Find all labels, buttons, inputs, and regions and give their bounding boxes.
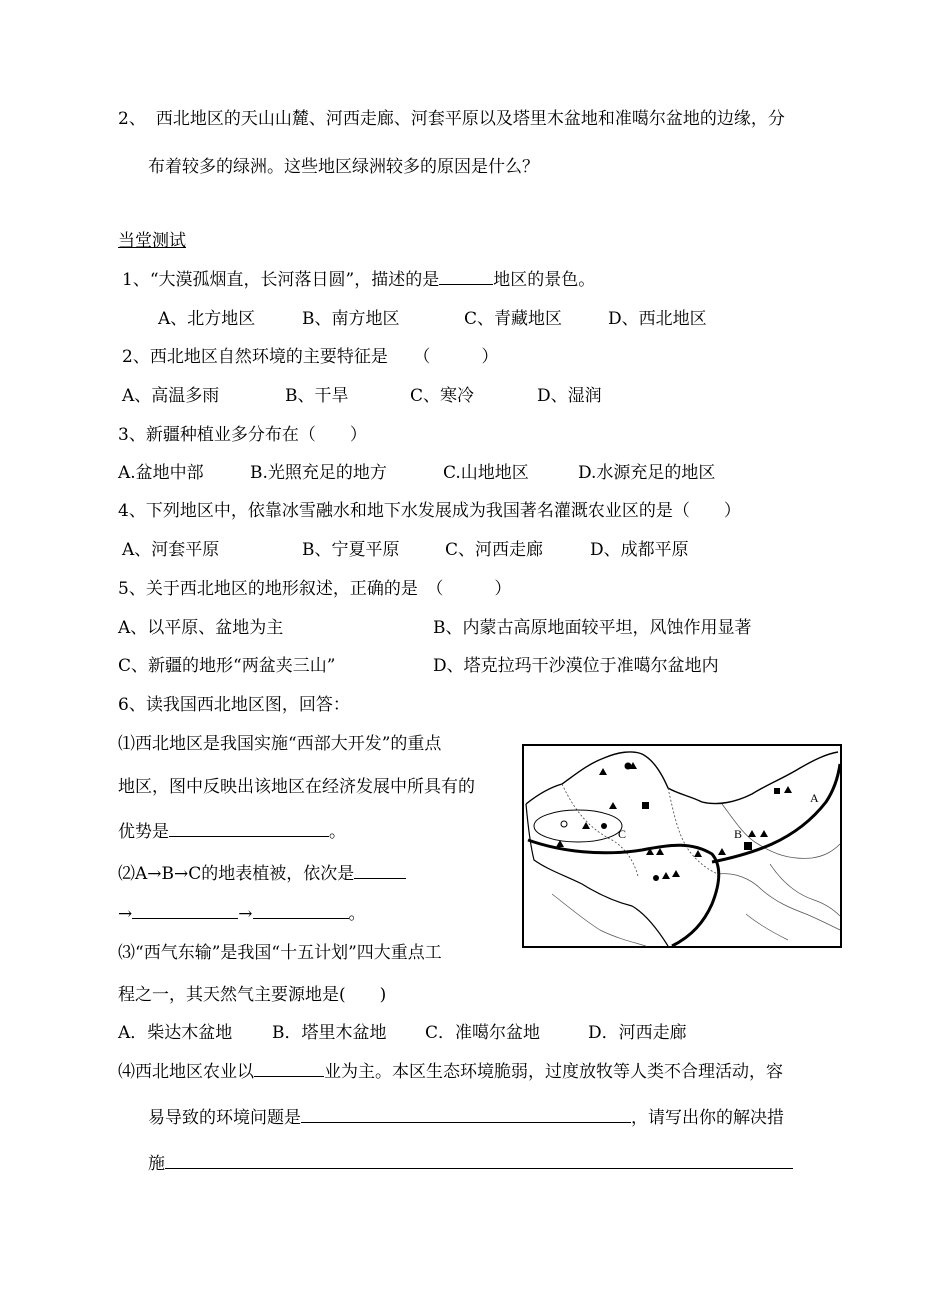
t2-option-d[interactable]: D、湿润 [537,386,602,406]
t3-option-b[interactable]: B.光照充足的地方 [250,463,387,483]
q2-text-1: 西北地区的天山山麓、河西走廊、河套平原以及塔里木盆地和准噶尔盆地的边缘，分 [155,109,785,129]
t6-part4-text: 业为主。本区生态环境脆弱，过度放牧等人类不合理活动，容 [324,1062,783,1082]
t4-option-a[interactable]: A、河套平原 [122,540,220,560]
t6-part3-line2: 程之一，其天然气主要源地是( ) [118,985,387,1005]
t6-part2-label: ⑵A→B→C的地表植被，依次是 [118,864,355,884]
t6-part4-blank-c[interactable] [165,1152,793,1169]
t6-part3-line1: ⑶“西气东输”是我国“十五计划”四大重点工 [118,943,442,963]
t6-part4-text2: ，请写出你的解决措 [631,1108,784,1128]
circle-icon [653,875,659,881]
t6-part4-label3: 施 [148,1154,165,1174]
q2-number: 2、 [118,109,146,129]
t1-stem-b: 地区的景色。 [493,270,596,290]
t1-option-d[interactable]: D、西北地区 [608,309,707,329]
t6-part2-blank-a[interactable] [354,862,406,879]
t2-option-a[interactable]: A、高温多雨 [122,386,220,406]
t6-part1-blank[interactable] [169,820,329,837]
t1-option-a[interactable]: A、北方地区 [158,309,256,329]
t5-option-c[interactable]: C、新疆的地形“两盆夹三山” [118,656,336,676]
t3-option-a[interactable]: A.盆地中部 [118,463,204,483]
t1-stem [122,268,595,291]
t4-option-b[interactable]: B、宁夏平原 [302,540,400,560]
t3-option-d[interactable]: D.水源充足的地区 [578,463,716,483]
t4-option-d[interactable]: D、成都平原 [590,540,689,560]
t6-part1-line3 [118,820,346,843]
t1-blank[interactable] [439,268,493,285]
t1-option-c[interactable]: C、青藏地区 [464,309,563,329]
t2-stem: 2、西北地区自然环境的主要特征是 （ ） [122,347,499,367]
section-title: 当堂测试 [118,231,186,251]
t4-stem: 4、下列地区中，依靠冰雪融水和地下水发展成为我国著名灌溉农业区的是（ ） [118,501,741,521]
t6-part4-label: ⑷西北地区农业以 [118,1062,254,1082]
square-icon [642,802,649,809]
t5-stem: 5、关于西北地区的地形叙述，正确的是 （ ） [118,579,512,599]
arrow-icon: → [238,904,253,924]
q2-line-2: 布着较多的绿洲。这些地区绿洲较多的原因是什么？ [148,157,539,177]
t6-stem: 6、读我国西北地区图，回答： [118,695,350,715]
square-icon [774,788,780,794]
t3-stem: 3、新疆种植业多分布在（ ） [118,425,367,445]
t6-part1-end: 。 [329,822,346,842]
t6-part2-end: 。 [348,904,366,924]
t6-part2-blank-b[interactable] [132,902,238,919]
t2-option-b[interactable]: B、干旱 [285,386,349,406]
square-icon [744,842,752,850]
t2-option-c[interactable]: C、寒冷 [410,386,475,406]
t6-part4-blank-b[interactable] [301,1106,631,1123]
map-label-b: B [734,827,743,841]
t6-part3-option-c[interactable]: C．准噶尔盆地 [425,1023,541,1043]
t6-part1-line2: 地区，图中反映出该地区在经济发展中所具有的 [118,777,475,797]
t6-part3-option-b[interactable]: B．塔里木盆地 [272,1023,387,1043]
t6-part4-line1 [118,1060,783,1083]
t5-option-a[interactable]: A、以平原、盆地为主 [118,618,284,638]
map-label-a: A [810,791,819,805]
arrow-icon: → [118,904,133,924]
t5-option-b[interactable]: B、内蒙古高原地面较平坦，风蚀作用显著 [433,618,752,638]
t4-option-c[interactable]: C、河西走廊 [445,540,544,560]
t6-part4-blank-a[interactable] [254,1060,324,1077]
t6-part4-line3 [148,1152,793,1175]
t6-part3-option-a[interactable]: A．柴达木盆地 [118,1023,233,1043]
t6-part4-label2: 易导致的环境问题是 [148,1108,301,1128]
t6-part3-option-d[interactable]: D．河西走廊 [588,1023,687,1043]
t6-part2-line2 [118,902,366,925]
t6-part2-blank-c[interactable] [253,902,349,919]
t5-option-d[interactable]: D、塔克拉玛干沙漠位于准噶尔盆地内 [433,656,719,676]
t6-part1-line1: ⑴西北地区是我国实施“西部大开发”的重点 [118,734,442,754]
map-label-c: C [618,827,627,841]
t6-part2-line1 [118,862,406,885]
t3-option-c[interactable]: C.山地地区 [443,463,529,483]
t6-part4-line2 [148,1106,784,1129]
circle-icon [601,823,607,829]
q2-line-1 [118,108,785,130]
t1-stem-a: 1、“大漠孤烟直，长河落日圆”，描述的是 [122,270,440,290]
t1-option-b[interactable]: B、南方地区 [302,309,400,329]
t6-part1-label: 优势是 [118,822,169,842]
northwest-china-map [522,744,842,948]
